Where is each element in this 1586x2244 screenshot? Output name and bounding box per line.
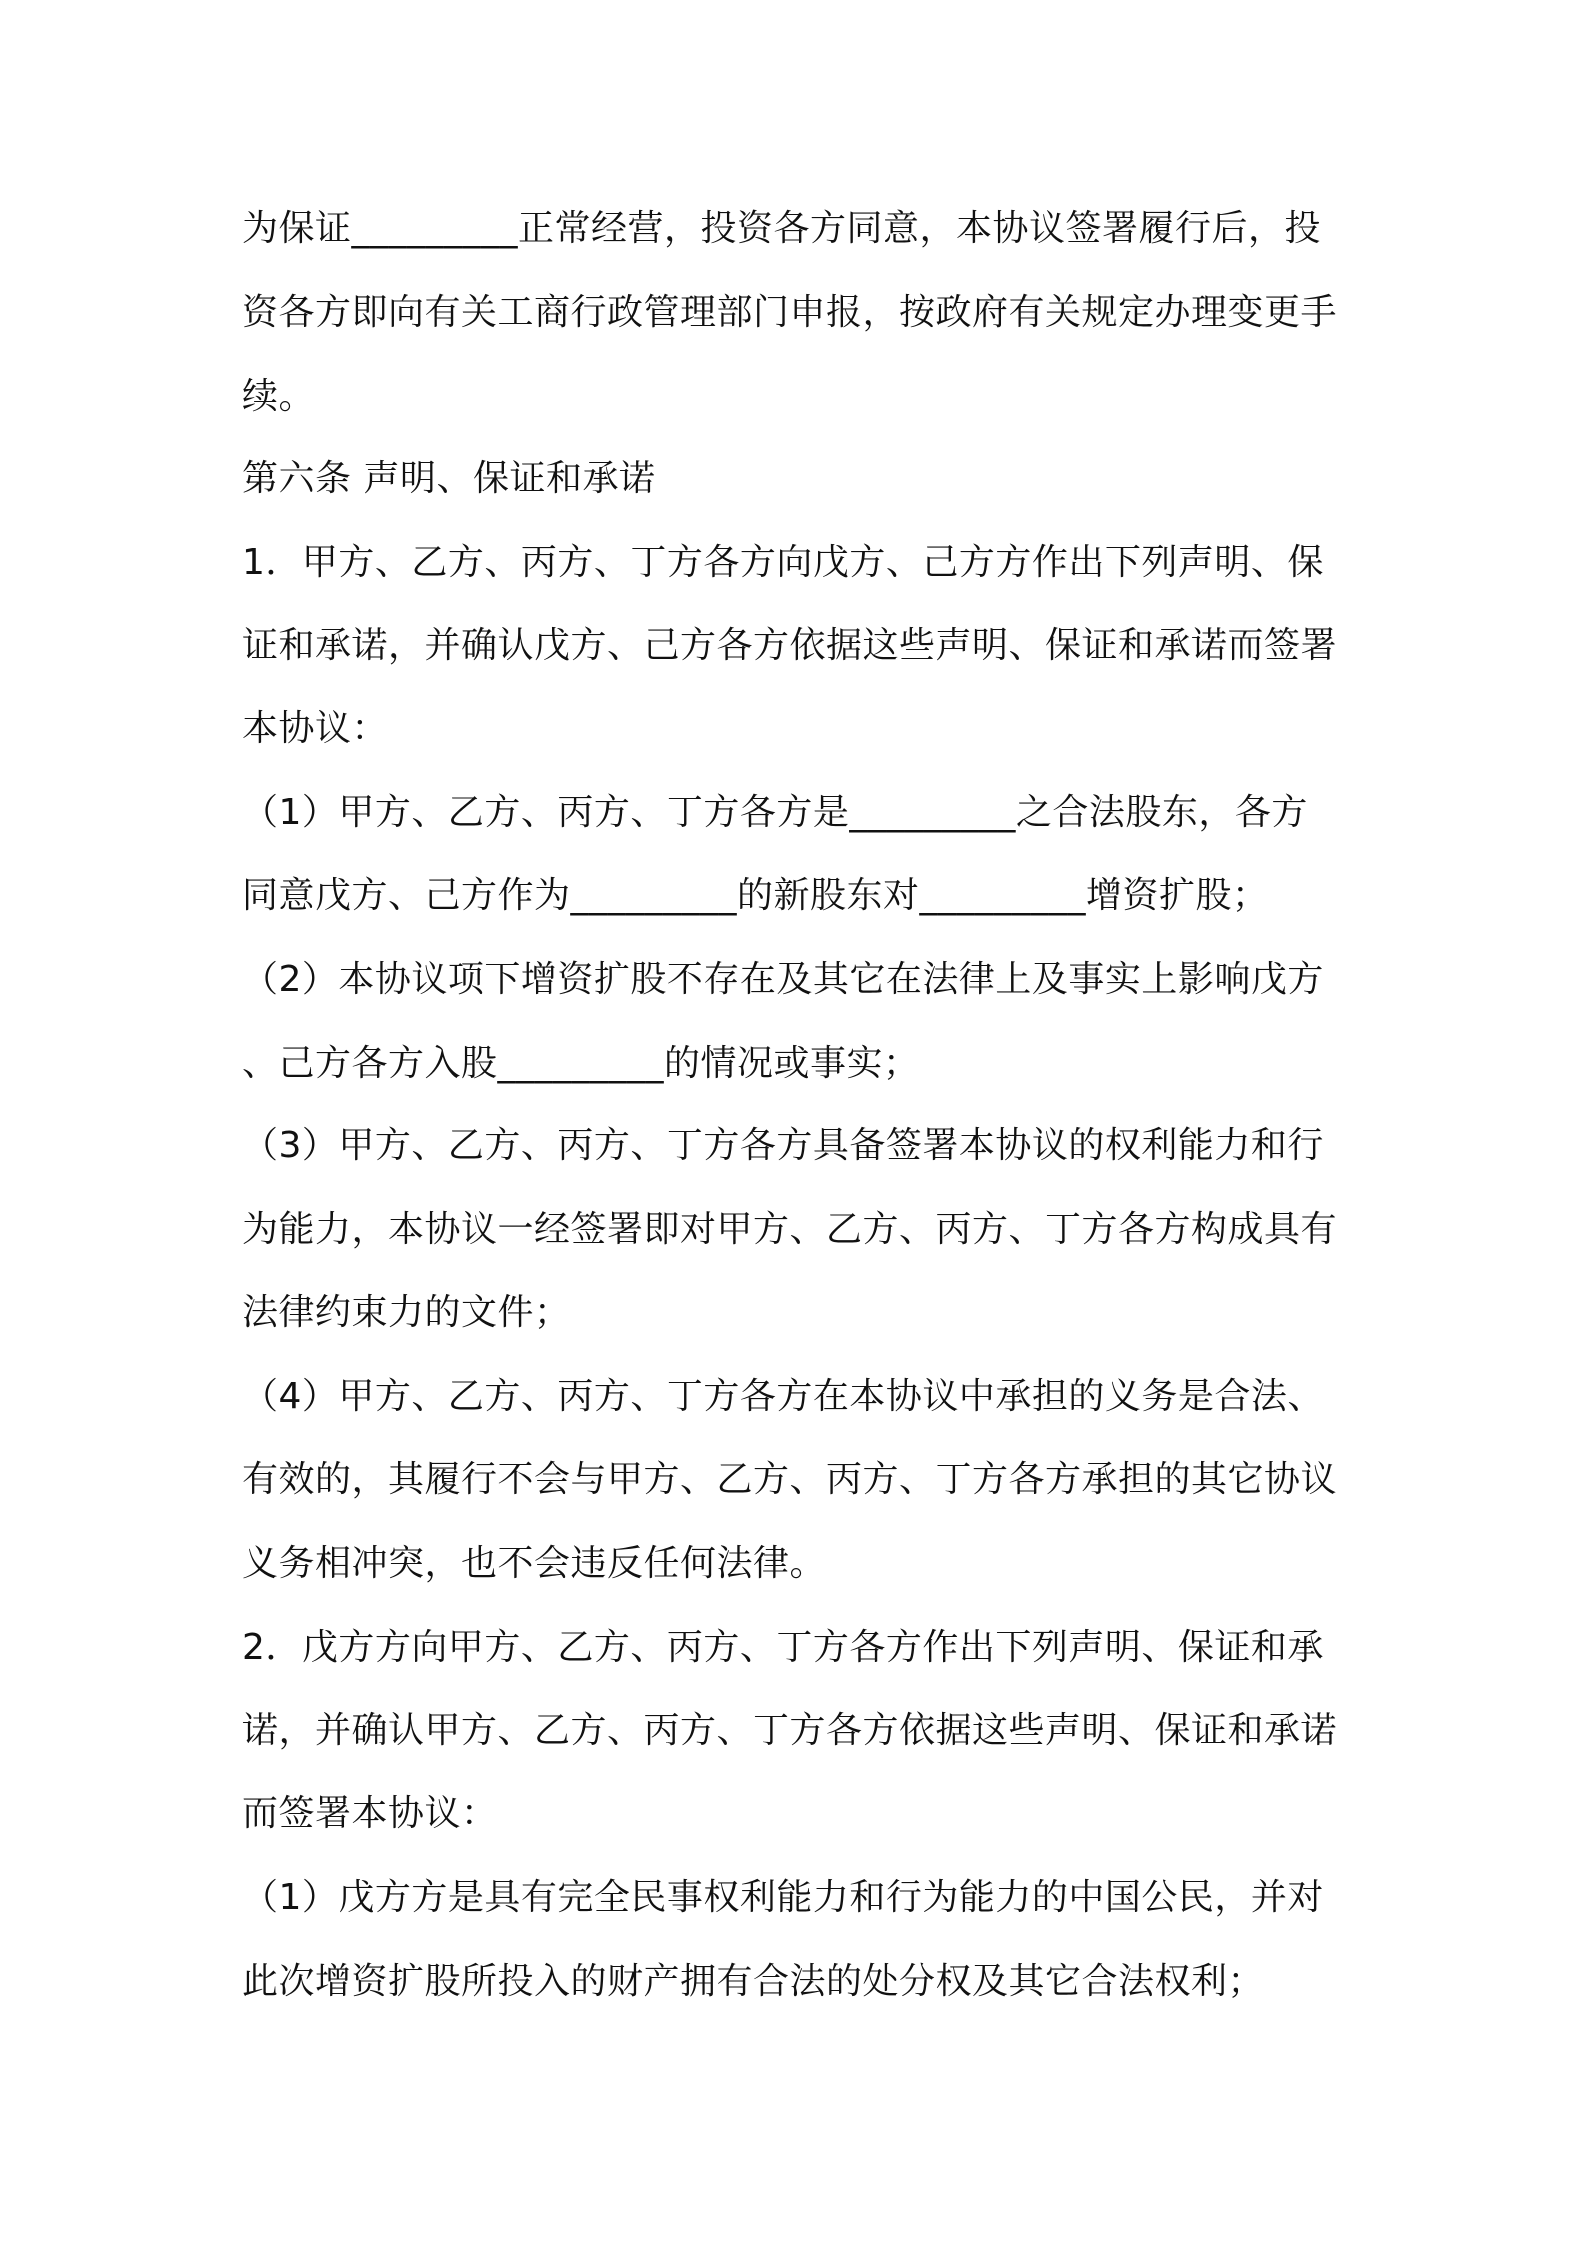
text-line: 为能力，本协议一经签署即对甲方、乙方、丙方、丁方各方构成具有 bbox=[242, 1209, 1338, 1250]
text-line: 法律约束力的文件； bbox=[242, 1292, 571, 1333]
text-line: 、己方各方入股_________的情况或事实； bbox=[242, 1043, 920, 1084]
text-line: 而签署本协议： bbox=[242, 1793, 498, 1834]
text-line: 证和承诺，并确认戊方、己方各方依据这些声明、保证和承诺而签署 bbox=[242, 625, 1338, 666]
text-line: 本协议： bbox=[242, 708, 389, 749]
text-line: 此次增资扩股所投入的财产拥有合法的处分权及其它合法权利； bbox=[242, 1961, 1265, 2002]
text-line: （1）甲方、乙方、丙方、丁方各方是_________之合法股东，各方 bbox=[242, 792, 1308, 833]
text-line: （2）本协议项下增资扩股不存在及其它在法律上及事实上影响戊方 bbox=[242, 959, 1324, 1000]
text-line: 资各方即向有关工商行政管理部门申报，按政府有关规定办理变更手 bbox=[242, 292, 1338, 333]
text-line: 续。 bbox=[242, 376, 316, 417]
text-line: 诺，并确认甲方、乙方、丙方、丁方各方依据这些声明、保证和承诺 bbox=[242, 1710, 1338, 1751]
section-heading: 第六条 声明、保证和承诺 bbox=[242, 458, 656, 499]
text-line: 2．戊方方向甲方、乙方、丙方、丁方各方作出下列声明、保证和承 bbox=[242, 1627, 1324, 1668]
text-line: （1）戊方方是具有完全民事权利能力和行为能力的中国公民，并对 bbox=[242, 1877, 1324, 1918]
text-line: （4）甲方、乙方、丙方、丁方各方在本协议中承担的义务是合法、 bbox=[242, 1376, 1324, 1417]
text-line: （3）甲方、乙方、丙方、丁方各方具备签署本协议的权利能力和行 bbox=[242, 1125, 1324, 1166]
text-line: 义务相冲突，也不会违反任何法律。 bbox=[242, 1543, 827, 1584]
text-line: 为保证_________正常经营，投资各方同意，本协议签署履行后，投 bbox=[242, 208, 1322, 249]
text-line: 同意戊方、己方作为_________的新股东对_________增资扩股； bbox=[242, 875, 1269, 916]
text-line: 有效的，其履行不会与甲方、乙方、丙方、丁方各方承担的其它协议 bbox=[242, 1459, 1338, 1500]
text-line: 1．甲方、乙方、丙方、丁方各方向戊方、己方方作出下列声明、保 bbox=[242, 542, 1324, 583]
